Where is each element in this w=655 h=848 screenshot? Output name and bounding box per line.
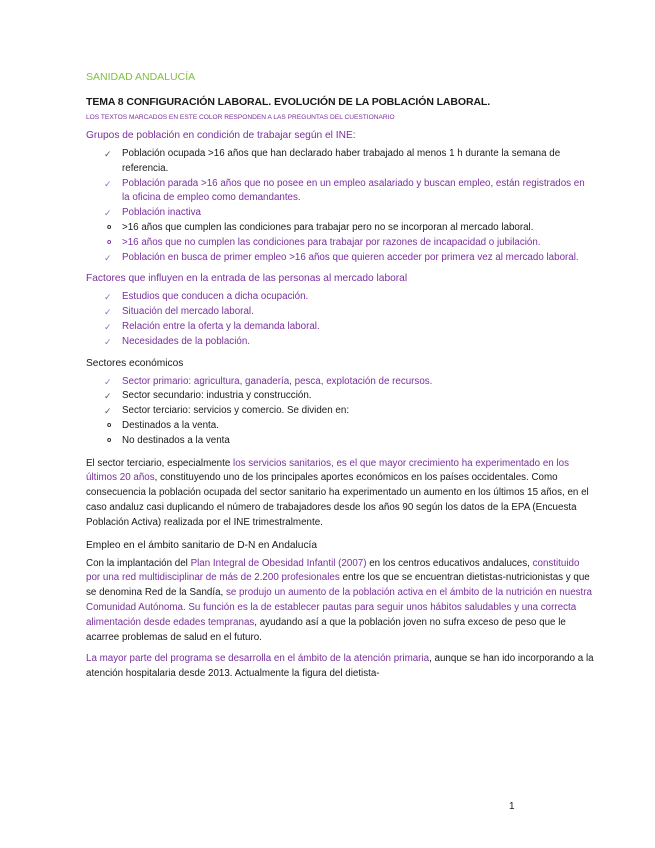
section-heading-sectors: Sectores económicos (86, 357, 184, 369)
paragraph-tertiary-sector: El sector terciario, especialmente los servicios sanitarios, es el que mayor crecimiento ha experimentado en los últimos 20 años, constituyendo uno de los principales aportes económicos en los países occidentales. Como consecuencia la población ocupada del sector sanitario ha experimentado un aumento en los últimos 15 años, en el caso andaluz casi duplicando el número de trabajadores desde los años 90 según los datos de la EPA (Encuesta Población Activa) realizada por el INE trimestralmente. (86, 457, 589, 528)
list-item: o >16 años que no cumplen las condiciones para trabajar por razones de incapacidad o jubilación. (86, 236, 595, 251)
checkmark-icon: ✓ (104, 178, 112, 189)
factors-list (86, 290, 595, 349)
section-heading-factors: Factores que influyen en la entrada de las personas al mercado laboral (86, 273, 408, 285)
checkmark-icon: ✓ (104, 321, 112, 332)
list-item: o Destinados a la venta. (86, 419, 595, 434)
bullet-o-icon: o (107, 436, 112, 444)
document-header: SANIDAD ANDALUCÍA (86, 71, 196, 83)
list-item: ✓ Estudios que conducen a dicha ocupación. (86, 290, 595, 305)
checkmark-icon: ✓ (104, 376, 112, 387)
list-item: ✓ Sector secundario: industria y construcción. (86, 389, 595, 404)
checkmark-icon: ✓ (104, 292, 112, 303)
bullet-o-icon: o (107, 421, 112, 429)
list-item: o >16 años que cumplen las condiciones para trabajar pero no se incorporan al mercado laboral. (86, 221, 595, 236)
inactive-sublist (86, 221, 595, 251)
section-heading-employment-andalucia: Empleo en el ámbito sanitario de D-N en Andalucía (86, 539, 318, 551)
list-item: ✓ Población ocupada >16 años que han declarado haber trabajado al menos 1 h durante la semana de referencia. (104, 148, 561, 174)
list-item: ✓ Población en busca de primer empleo >16 años que quieren acceder por primera vez al mercado laboral. (86, 251, 595, 266)
list-item: ✓ Relación entre la oferta y la demanda laboral. (86, 320, 595, 335)
color-legend-note: LOS TEXTOS MARCADOS EN ESTE COLOR RESPONDEN A LAS PREGUNTAS DEL CUESTIONARIO (86, 114, 395, 121)
checkmark-icon: ✓ (104, 252, 112, 263)
bullet-o-icon: o (107, 223, 112, 231)
page-number: 1 (509, 801, 515, 812)
paragraph-primary-care: La mayor parte del programa se desarrolla en el ámbito de la atención primaria, aunque se han ido incorporando a la atención hospitalaria desde 2013. Actualmente la figura del dietista- (86, 653, 594, 680)
tertiary-sublist (86, 419, 595, 449)
list-item: ✓ Población inactiva o >16 años que cumplen las condiciones para trabajar pero no se incorporan al mercado laboral. o >16 años que no cumplen las condiciones para trabajar por razones de incapacidad o jubilación. (86, 206, 595, 250)
population-groups-list (86, 147, 595, 265)
list-item: ✓ Población parada >16 años que no posee en un empleo asalariado y buscan empleo, están registrados en la oficina de empleo como demandantes. (104, 177, 585, 204)
list-item: o No destinados a la venta (86, 434, 595, 449)
list-item: ✓ Sector primario: agricultura, ganadería, pesca, explotación de recursos. (86, 375, 595, 390)
checkmark-icon: ✓ (104, 391, 112, 402)
checkmark-icon: ✓ (104, 406, 112, 417)
checkmark-icon: ✓ (104, 336, 112, 347)
checkmark-icon: ✓ (104, 149, 112, 159)
bullet-o-icon: o (107, 238, 112, 246)
paragraph-obesity-plan: Con la implantación del Plan Integral de Obesidad Infantil (2007) en los centros educativos andaluces, constituido por una red multidisciplinar de más de 2.200 profesionales entre los que se encuentran dietistas-nutricionistas y que se denomina Red de la Sandía, se produjo un aumento de la población activa en el ámbito de la nutrición en nuestra Comunidad Autónoma. Su función es la de establecer pautas para seguir unos hábitos saludables y una correcta alimentación desde edades tempranas, ayudando así a que la población joven no sufra exceso de peso que le acarree problemas de salud en el futuro. (86, 557, 592, 643)
list-item: ✓ Situación del mercado laboral. (86, 305, 595, 320)
checkmark-icon: ✓ (104, 307, 112, 318)
sectors-list (86, 375, 595, 449)
checkmark-icon: ✓ (104, 208, 112, 219)
list-item: ✓ Necesidades de la población. (86, 335, 595, 350)
document-title: TEMA 8 CONFIGURACIÓN LABORAL. EVOLUCIÓN DE LA POBLACIÓN LABORAL. (86, 96, 491, 108)
section-heading-population-groups: Grupos de población en condición de trabajar según el INE: (86, 130, 356, 141)
list-item: ✓ Sector terciario: servicios y comercio. Se dividen en: o Destinados a la venta. o No destinados a la venta (86, 404, 595, 448)
